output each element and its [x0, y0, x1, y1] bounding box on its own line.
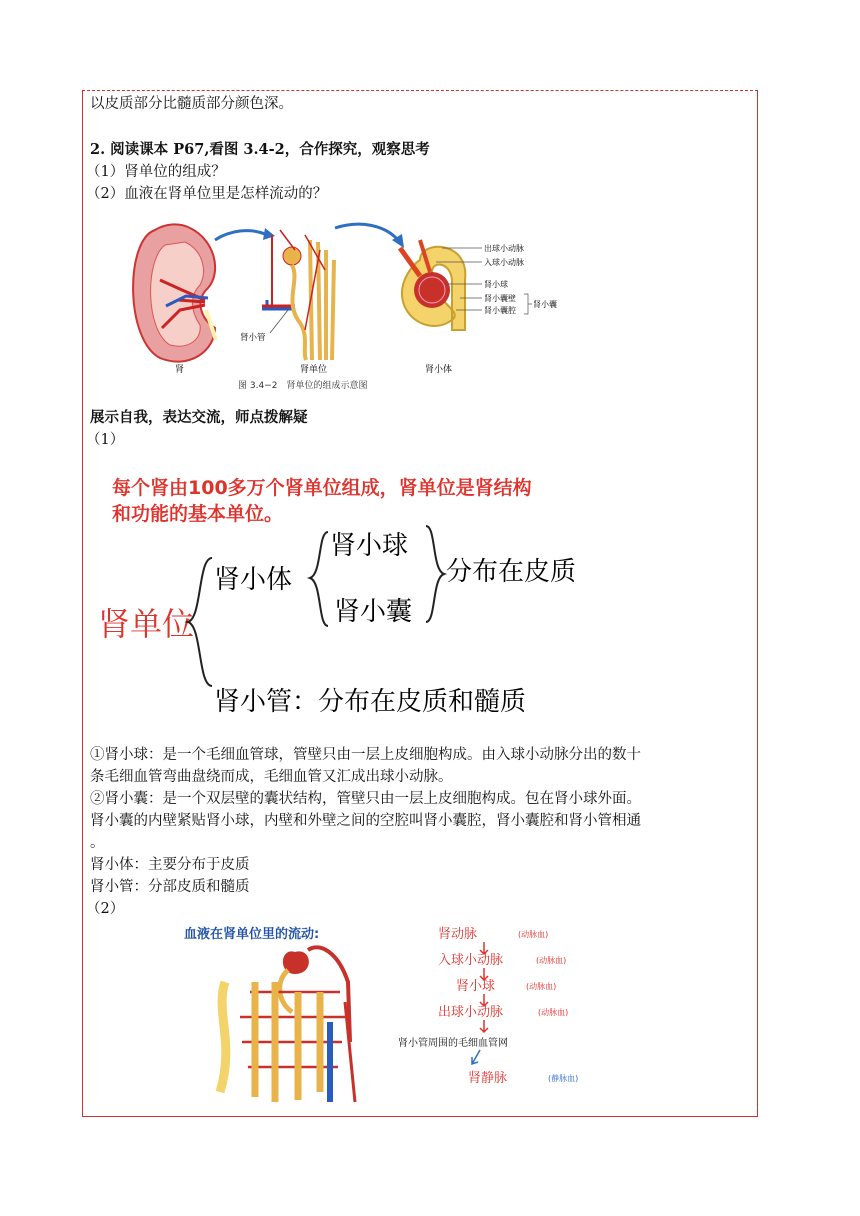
flow-step: 肾动脉 — [438, 927, 478, 942]
label-tubule: 肾小管 — [240, 333, 266, 343]
question-2: （2）血液在肾单位里是怎样流动的？ — [86, 186, 328, 202]
diagram-root: 肾单位 — [98, 605, 195, 643]
label-glomerulus: 肾小球 — [484, 280, 508, 289]
label-kidney: 肾 — [175, 365, 185, 375]
diagram-red-line-1: 每个肾由100多万个肾单位组成，肾单位是肾结构 — [112, 477, 532, 499]
diagram-capsule: 肾小囊 — [334, 597, 413, 627]
capsule-text-2: 肾小囊的内壁紧贴肾小球，内壁和外壁之间的空腔叫肾小囊腔，肾小囊腔和肾小管相通 — [90, 813, 641, 829]
flow-title: 血液在肾单位里的流动: — [184, 927, 320, 942]
inner-brace-icon — [310, 532, 328, 626]
blood-flow-figure — [180, 922, 600, 1108]
label-afferent: 入球小动脉 — [484, 258, 524, 267]
flow-step: 肾静脉 — [468, 1071, 508, 1086]
arrow-1-icon — [215, 231, 265, 240]
corpuscle-note: 肾小体：主要分布于皮质 — [90, 857, 250, 873]
sub-label-2: （2） — [86, 901, 125, 917]
flow-step: 肾小管周围的毛细血管网 — [398, 1038, 508, 1049]
nephron-illustration — [262, 230, 334, 360]
flow-note: (动脉血) — [526, 982, 557, 991]
label-capsule-wall: 肾小囊壁 — [484, 294, 516, 303]
nephron-structure-diagram — [90, 470, 610, 720]
nephron-figure — [120, 210, 560, 400]
kidney-illustration — [133, 224, 216, 361]
label-nephron: 肾单位 — [300, 365, 328, 375]
flow-step: 肾小球 — [456, 979, 496, 994]
figure-caption: 图 3.4−2 肾单位的组成示意图 — [238, 381, 368, 391]
flow-step: 入球小动脉 — [438, 953, 504, 968]
flow-note: (动脉血) — [538, 1008, 569, 1017]
glomerulus-text-2: 条毛细血管弯曲盘绕而成，毛细血管又汇成出球小动脉。 — [90, 769, 453, 785]
section3-heading: 展示自我，表达交流，师点拨解疑 — [90, 409, 308, 426]
diagram-red-line-2: 和功能的基本单位。 — [112, 503, 284, 525]
diagram-tubule: 肾小管：分布在皮质和髓质 — [214, 687, 527, 717]
tubule-pointer — [270, 310, 288, 333]
tubule-note: 肾小管：分部皮质和髓质 — [90, 879, 250, 895]
arrow-1-head-icon — [263, 228, 275, 240]
capsule-text-1: ②肾小囊：是一个双层壁的囊状结构，管壁只由一层上皮细胞构成。包在肾小球外面。 — [90, 791, 641, 807]
flow-step: 出球小动脉 — [438, 1005, 504, 1020]
intro-line: 以皮质部分比髓质部分颜色深。 — [90, 96, 293, 112]
label-capsule-cavity: 肾小囊腔 — [484, 306, 516, 315]
nephron-flow-illustration — [220, 947, 355, 1102]
diagram-glomerulus: 肾小球 — [330, 531, 409, 561]
section2-heading: 2. 阅读课本 P67,看图 3.4-2，合作探究，观察思考 — [90, 141, 430, 158]
flow-note: (静脉血) — [548, 1074, 579, 1083]
flow-note: (动脉血) — [518, 930, 549, 939]
question-1: （1）肾单位的组成？ — [86, 164, 226, 180]
capsule-text-3: 。 — [90, 835, 105, 851]
glomerulus-text-1: ①肾小球：是一个毛细血管球，管壁只由一层上皮细胞构成。由入球小动脉分出的数十 — [90, 747, 641, 763]
label-efferent: 出球小动脉 — [484, 244, 524, 253]
diagram-corpuscle-location: 分布在皮质 — [446, 557, 577, 587]
arrow-2-icon — [335, 224, 398, 240]
diagram-corpuscle: 肾小体 — [214, 565, 293, 595]
label-capsule: 肾小囊 — [533, 300, 557, 309]
renal-corpuscle-illustration — [400, 240, 465, 330]
right-brace-icon — [426, 526, 444, 622]
flow-note: (动脉血) — [536, 956, 567, 965]
label-renal-corpuscle: 肾小体 — [425, 365, 453, 375]
sub-label-1: （1） — [86, 432, 125, 448]
